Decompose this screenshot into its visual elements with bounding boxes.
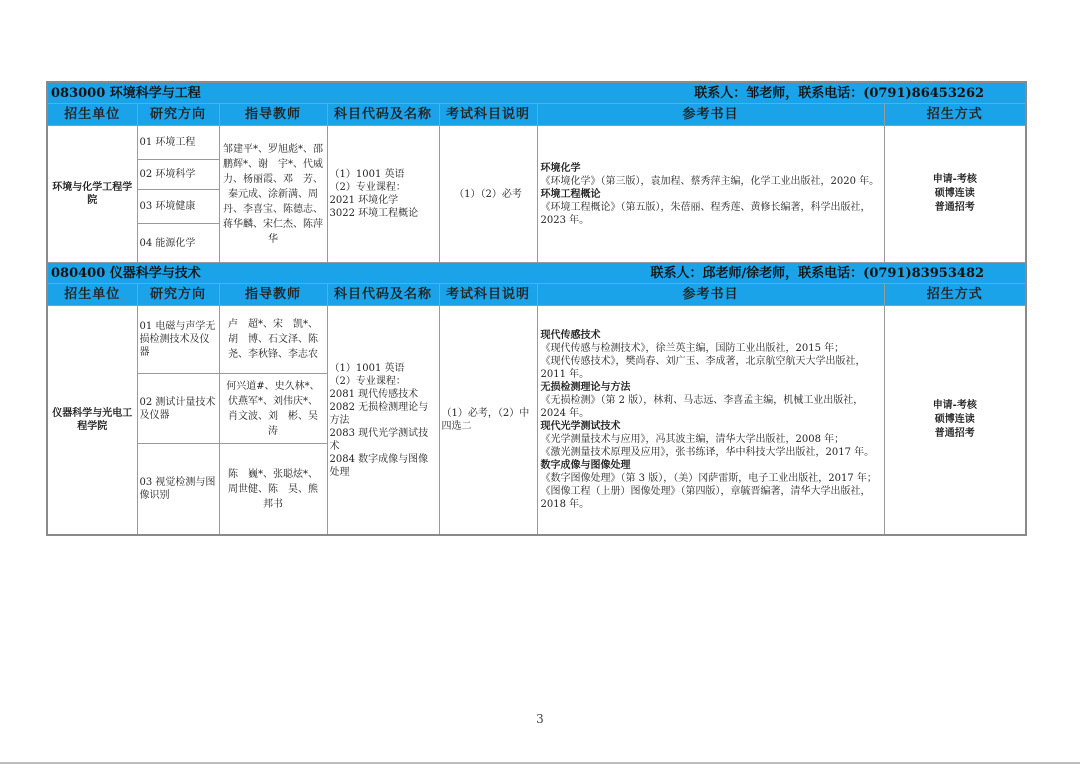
subject-line: 2021 环境化学: [329, 195, 399, 206]
subject-line: （1）1001 英语: [329, 362, 405, 374]
subject-line: （2）专业课程：: [329, 375, 406, 387]
reference-books: [537, 306, 884, 536]
teacher-names: 卢 超*、宋 凯*、胡 博、石文泽、陈 尧、李秋锋、李志农: [228, 319, 328, 360]
col-header: 参考书目: [537, 104, 884, 126]
subject-line: 2083 现代光学测试技术: [329, 427, 429, 452]
subject-line: 2084 数字成像与图像处理: [329, 453, 429, 478]
table-row: [47, 306, 1026, 536]
section-band: [47, 263, 1026, 284]
admission-unit: 仪器科学与光电工程学院: [47, 306, 137, 536]
direction-item: 03 视觉检测与图像识别: [139, 477, 216, 501]
subject-line: 2082 无损检测理论与方法: [329, 401, 429, 426]
admission-unit: 环境与化学工程学院: [47, 126, 137, 263]
col-header: 参考书目: [537, 284, 884, 306]
ref-title: 现代光学测试技术: [540, 421, 621, 432]
ref-book: 《光学测量技术与应用》，冯其波主编，清华大学出版社，2008 年；: [540, 434, 845, 445]
col-header: 研究方向: [137, 104, 219, 126]
direction-item: 02 测试计量技术及仪器: [138, 374, 219, 444]
col-header: 科目代码及名称: [327, 284, 439, 306]
ref-book: 《无损检测》（第 2 版），林莉、马志远、李喜孟主编，机械工业出版社，2024 年。: [540, 395, 864, 419]
col-header: 考试科目说明: [439, 284, 537, 306]
exam-note: （1）必考，（2）中四选二: [439, 306, 537, 536]
subjects-cell: [327, 306, 439, 536]
ref-book: 《激光测量技术原理及应用》，张书练译，华中科技大学出版社，2017 年。: [540, 447, 875, 458]
teacher-group: [220, 126, 327, 262]
col-header: 研究方向: [137, 284, 219, 306]
mode-item: 硕博连读: [934, 188, 975, 199]
direction-item: 01 电磁与声学无损检测技术及仪器: [138, 306, 219, 374]
ref-book: 《图像工程（上册）图像处理》（第四版），章毓晋编著，清华大学出版社，2018 年。: [540, 486, 871, 510]
header-row: [47, 284, 1026, 306]
ref-title: 现代传感技术: [540, 330, 601, 341]
mode-item: 申请-考核: [932, 174, 977, 185]
teacher-group: [220, 306, 327, 374]
directions-cell: [137, 126, 219, 263]
direction-item: 04 能源化学: [139, 237, 196, 249]
col-header: 科目代码及名称: [327, 104, 439, 126]
teacher-group: [220, 374, 327, 444]
admission-mode: [884, 126, 1026, 263]
admission-table: [46, 81, 1027, 536]
teacher-names: 邹建平*、罗旭彪*、邵鹏辉*、谢 宇*、代威力、杨丽霞、邓 芳、秦元成、涂新满、周 丹、李喜宝、陈德志、蒋华麟、宋仁杰、陈萍华: [223, 143, 328, 245]
reference-books: [537, 126, 884, 263]
ref-book: 《环境工程概论》（第五版），朱蓓丽、程秀莲、黄修长编著，科学出版社，2023 年。: [540, 201, 871, 226]
teachers-cell: [219, 306, 327, 536]
ref-book: 《环境化学》（第三版），袁加程、蔡秀萍主编，化学工业出版社，2020 年。: [540, 175, 880, 187]
col-header: 招生单位: [47, 104, 137, 126]
section-title: 083000 环境科学与工程: [51, 85, 201, 101]
admission-mode: [884, 306, 1026, 536]
subject-line: （2）专业课程：: [329, 182, 406, 193]
col-header: 招生方式: [884, 104, 1026, 126]
page-number: 3: [536, 712, 544, 726]
teacher-names: 何兴道#、史久林*、伏燕军*、刘伟庆*、肖文波、刘 彬、吴 涛: [226, 380, 328, 437]
teacher-names: 陈 巍*、张聪炫*、周世健、陈 昊、熊邦书: [228, 468, 318, 510]
ref-title: 数字成像与图像处理: [540, 460, 631, 471]
header-row: [47, 104, 1026, 126]
direction-item: 03 环境健康: [138, 190, 219, 224]
col-header: 指导教师: [219, 104, 327, 126]
col-header: 指导教师: [219, 284, 327, 306]
direction-item: 02 环境科学: [138, 160, 219, 190]
contact-info: 联系人：邱老师/徐老师，联系电话：(0791)83953482: [650, 265, 985, 281]
table-row: [47, 126, 1026, 263]
contact-info: 联系人：邹老师，联系电话：(0791)86453262: [694, 85, 985, 101]
direction-item: 01 环境工程: [138, 126, 219, 160]
ref-title: 环境化学: [540, 162, 581, 174]
subject-line: 2081 现代传感技术: [329, 388, 419, 400]
teacher-group: [220, 444, 327, 534]
col-header: 招生单位: [47, 284, 137, 306]
subject-line: （1）1001 英语: [329, 169, 405, 180]
ref-title: 无损检测理论与方法: [540, 382, 631, 393]
section-title: 080400 仪器科学与技术: [51, 265, 201, 281]
section-band: [47, 82, 1026, 104]
mode-item: 硕博连读: [934, 414, 975, 425]
ref-title: 环境工程概论: [540, 188, 601, 200]
exam-note: （1）（2）必考: [439, 126, 537, 263]
col-header: 考试科目说明: [439, 104, 537, 126]
directions-cell: [137, 306, 219, 536]
col-header: 招生方式: [884, 284, 1026, 306]
ref-book: 《现代传感技术》，樊尚春、刘广玉、李成著，北京航空航天大学出版社，2011 年。: [540, 356, 866, 380]
mode-item: 申请-考核: [932, 400, 977, 411]
mode-item: 普通招考: [934, 428, 975, 439]
teachers-cell: [219, 126, 327, 263]
ref-book: 《数字图像处理》（第 3 版），（美）冈萨雷斯，电子工业出版社，2017 年；: [540, 473, 877, 484]
subjects-cell: [327, 126, 439, 263]
ref-book: 《现代传感与检测技术》，徐兰英主编，国防工业出版社，2015 年；: [540, 343, 845, 354]
subject-line: 3022 环境工程概论: [329, 208, 419, 219]
mode-item: 普通招考: [934, 202, 975, 213]
